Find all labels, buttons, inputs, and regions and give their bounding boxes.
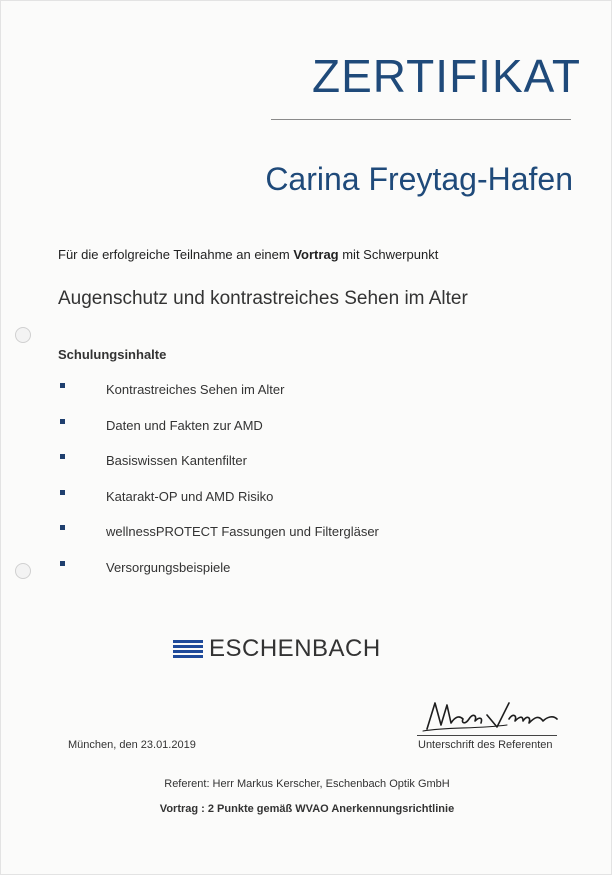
points-info: Vortrag : 2 Punkte gemäß WVAO Anerkennungsrichtlinie [159, 803, 455, 815]
bullet-square-icon [60, 490, 65, 495]
bullet-square-icon [60, 561, 65, 566]
bullet-square-icon [60, 525, 65, 530]
bullet-square-icon [60, 454, 65, 459]
list-item-label: wellnessPROTECT Fassungen und Filtergläser [106, 524, 379, 539]
recipient-name: Carina Freytag-Hafen [265, 161, 573, 197]
intro-text-end: mit Schwerpunkt [338, 247, 439, 262]
list-item-label: Kontrastreiches Sehen im Alter [106, 382, 285, 397]
handwritten-signature-icon [417, 695, 567, 735]
punch-hole-icon [15, 563, 31, 579]
eschenbach-logo [173, 635, 381, 663]
referent-info: Referent: Herr Markus Kerscher, Eschenbach Optik GmbH [164, 778, 450, 790]
bullet-square-icon [60, 383, 65, 388]
list-item-label: Versorgungsbeispiele [106, 559, 231, 575]
signature-line [417, 735, 557, 736]
section-heading: Schulungsinhalte [58, 347, 167, 362]
punch-hole-icon [15, 327, 31, 343]
course-topic: Augenschutz und kontrastreiches Sehen im Alter [58, 288, 468, 309]
signature-caption: Unterschrift des Referenten [418, 739, 553, 751]
list-item-label: Basiswissen Kantenfilter [106, 453, 247, 468]
intro-text-bold: Vortrag [293, 247, 339, 262]
eschenbach-stripes-icon [173, 639, 203, 659]
logo-text: ESCHENBACH [209, 635, 381, 662]
place-and-date: München, den 23.01.2019 [68, 739, 196, 751]
bullet-square-icon [60, 419, 65, 424]
title-divider [271, 119, 571, 120]
list-item-label: Daten und Fakten zur AMD [106, 417, 263, 433]
list-item-label: Katarakt-OP und AMD Risiko [106, 488, 274, 504]
intro-text-start: Für die erfolgreiche Teilnahme an einem [58, 247, 294, 262]
certificate-title: ZERTIFIKAT [312, 50, 581, 102]
intro-text [58, 247, 438, 262]
